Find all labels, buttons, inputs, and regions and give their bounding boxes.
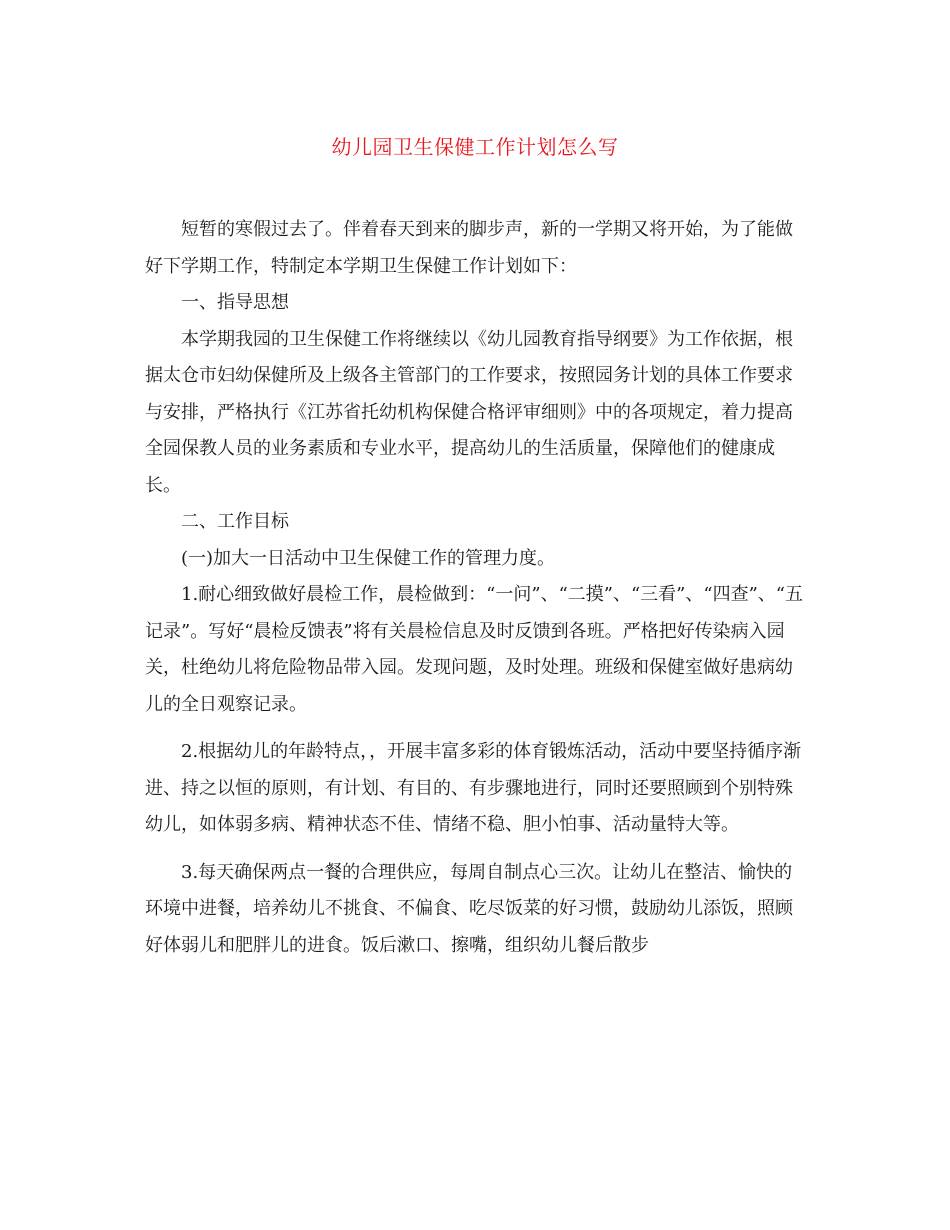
intro-paragraph: 短暂的寒假过去了。伴着春天到来的脚步声，新的一学期又将开始，为了能做好下学期工作，特制定本学期卫生保健工作计划如下： xyxy=(145,219,793,277)
item-2-physical-exercise: 2.根据幼儿的年龄特点，，开展丰富多彩的体育锻炼活动，活动中要坚持循序渐进、持之以恒的原则，有计划、有目的、有步骤地进行，同时还要照顾到个别特殊幼儿，如体弱多病、精神状态不佳、情绪不稳、胆小怕事、活动量特大等。 xyxy=(145,741,802,835)
item-3-meals: 3.每天确保两点一餐的合理供应，每周自制点心三次。让幼儿在整洁、愉快的环境中进餐，培养幼儿不挑食、不偏食、吃尽饭菜的好习惯，鼓励幼儿添饭，照顾好体弱儿和肥胖儿的进食。饭后漱口、擦嘴，组织幼儿餐后散步 xyxy=(145,861,793,956)
section-heading-guiding-ideology: 一、指导思想 xyxy=(181,292,289,313)
document-body xyxy=(145,212,805,964)
guiding-ideology-paragraph: 本学期我园的卫生保健工作将继续以《幼儿园教育指导纲要》为工作依据，根据太仓市妇幼保健所及上级各主管部门的工作要求，按照园务计划的具体工作要求与安排，严格执行《江苏省托幼机构保健合格评审细则》中的各项规定，着力提高全园保教人员的业务素质和专业水平，提高幼儿的生活质量，保障他们的健康成长。 xyxy=(145,328,793,496)
section-heading-work-goals: 二、工作目标 xyxy=(181,511,289,532)
subsection-heading-management: (一)加大一日活动中卫生保健工作的管理力度。 xyxy=(181,547,556,569)
document-title: 幼儿园卫生保健工作计划怎么写 xyxy=(331,135,619,159)
item-1-morning-check: 1.耐心细致做好晨检工作，晨检做到：“一问”、“二摸”、“三看”、“四查”、“五记录”。写好“晨检反馈表”将有关晨检信息及时反馈到各班。严格把好传染病入园关，杜绝幼儿将危险物品带入园。发现问题，及时处理。班级和保健室做好患病幼儿的全日观察记录。 xyxy=(145,584,803,715)
